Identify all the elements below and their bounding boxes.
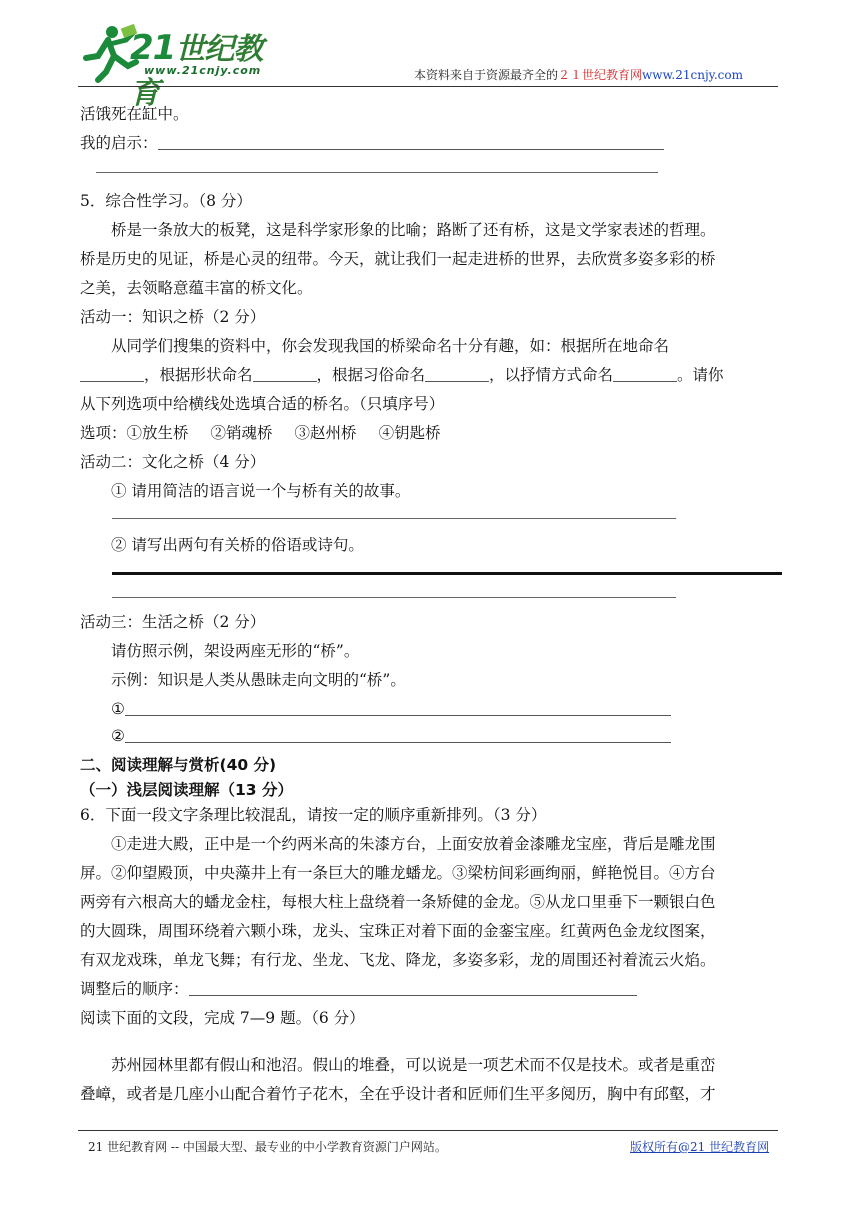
footer-copyright-link[interactable]: 版权所有@21 世纪教育网 bbox=[630, 1140, 770, 1154]
answer-blank[interactable] bbox=[613, 363, 677, 382]
activity-title: 活动三：生活之桥（2 分） bbox=[80, 613, 266, 631]
paragraph-line: 苏州园林里都有假山和池沼。假山的堆叠，可以说是一项艺术而不仅是技术。或者是重峦 bbox=[111, 1056, 716, 1074]
answer-blank[interactable] bbox=[425, 363, 489, 382]
answer-blank[interactable] bbox=[189, 977, 637, 996]
answer-row: 调整后的顺序： bbox=[80, 975, 780, 1004]
example-line: 示例：知识是人类从愚昧走向文明的“桥”。 bbox=[111, 671, 406, 689]
options-row: 选项：①放生桥 ②销魂桥 ③赵州桥 ④钥匙桥 bbox=[80, 424, 441, 442]
logo-url: www.21cnjy.com bbox=[144, 64, 262, 77]
enlightenment-row: 我的启示： bbox=[80, 129, 780, 158]
answer-row: ② bbox=[80, 724, 780, 748]
footer-divider bbox=[78, 1130, 778, 1131]
footer-text: 21 世纪教育网 -- 中国最大型、最专业的中小学教育资源门户网站。 bbox=[88, 1140, 447, 1154]
reading-intro: 阅读下面的文段，完成 7—9 题。（6 分） bbox=[80, 1009, 365, 1027]
answer-blank[interactable] bbox=[125, 697, 671, 716]
answer-row: ① bbox=[80, 695, 780, 724]
activity-title: 活动二：文化之桥（4 分） bbox=[80, 453, 266, 471]
sub-question: ② 请写出两句有关桥的俗语或诗句。 bbox=[111, 536, 364, 554]
section-title: 二、阅读理解与赏析(40 分) bbox=[80, 756, 277, 774]
paragraph-line: 两旁有六根高大的蟠龙金柱，每根大柱上盘绕着一条矫健的金龙。⑤从龙口里垂下一颗银白色 bbox=[80, 893, 716, 911]
paragraph-line: 从下列选项中给横线处选填合适的桥名。（只填序号） bbox=[80, 395, 445, 413]
option: ②销魂桥 bbox=[210, 424, 273, 442]
paragraph-line: 的大圆珠，周围环绕着六颗小珠，龙头、宝珠正对着下面的金銮宝座。红黄两色金龙纹图案， bbox=[80, 922, 716, 940]
paragraph-line: 桥是一条放大的板凳，这是科学家形象的比喻；路断了还有桥，这是文学家表述的哲理。 bbox=[111, 221, 716, 239]
sub-question: ① 请用简洁的语言说一个与桥有关的故事。 bbox=[111, 482, 411, 500]
option: ①放生桥 bbox=[126, 424, 189, 442]
fill-blank-row: ，根据形状命名 ，根据习俗命名 ，以抒情方式命名 。请你 bbox=[80, 361, 780, 390]
subsection-title: （一）浅层阅读理解（13 分） bbox=[80, 781, 293, 799]
answer-blank[interactable] bbox=[253, 363, 317, 382]
logo-brand: 21世纪教育 bbox=[130, 28, 263, 111]
site-logo bbox=[78, 18, 288, 111]
header-note: 本资料来自于资源最齐全的２１世纪教育网www.21cnjy.com bbox=[414, 68, 743, 82]
answer-line[interactable] bbox=[112, 518, 676, 519]
paragraph-line: 桥是历史的见证，桥是心灵的纽带。今天，就让我们一起走进桥的世界，去欣赏多姿多彩的桥 bbox=[80, 250, 716, 268]
question-title: 6．下面一段文字条理比较混乱，请按一定的顺序重新排列。（3 分） bbox=[80, 806, 547, 824]
answer-line[interactable] bbox=[96, 172, 658, 173]
page-header bbox=[0, 0, 860, 111]
question-title: 5．综合性学习。（8 分） bbox=[80, 192, 252, 210]
answer-blank[interactable] bbox=[158, 131, 664, 150]
paragraph-line: 请仿照示例，架设两座无形的“桥”。 bbox=[111, 642, 360, 660]
paragraph-line: 叠嶂，或者是几座小山配合着竹子花木，全在乎设计者和匠师们生平多阅历，胸中有邱壑，才 bbox=[80, 1085, 716, 1103]
page-break-rule bbox=[112, 572, 782, 575]
option: ④钥匙桥 bbox=[378, 424, 441, 442]
paragraph-line: 之美，去领略意蕴丰富的桥文化。 bbox=[80, 279, 313, 297]
paragraph-line: 有双龙戏珠，单龙飞舞；有行龙、坐龙、飞龙、降龙，多姿多彩，龙的周围还衬着流云火焰。 bbox=[80, 951, 716, 969]
activity-title: 活动一：知识之桥（2 分） bbox=[80, 308, 266, 326]
text-line: 活饿死在缸中。 bbox=[80, 105, 189, 123]
paragraph-line: ①走进大殿，正中是一个约两米高的朱漆方台，上面安放着金漆雕龙宝座，背后是雕龙围 bbox=[111, 835, 716, 853]
answer-blank[interactable] bbox=[80, 363, 144, 382]
option: ③赵州桥 bbox=[294, 424, 357, 442]
header-divider bbox=[78, 86, 778, 87]
paragraph-line: 从同学们搜集的资料中，你会发现我国的桥梁命名十分有趣，如：根据所在地命名 bbox=[111, 337, 670, 355]
paragraph-line: 屏。②仰望殿顶，中央藻井上有一条巨大的雕龙蟠龙。③梁枋间彩画绚丽，鲜艳悦目。④方台 bbox=[80, 864, 716, 882]
document-body bbox=[80, 100, 780, 1109]
answer-blank[interactable] bbox=[125, 724, 671, 743]
header-link[interactable]: www.21cnjy.com bbox=[642, 68, 743, 82]
answer-line[interactable] bbox=[112, 597, 676, 598]
